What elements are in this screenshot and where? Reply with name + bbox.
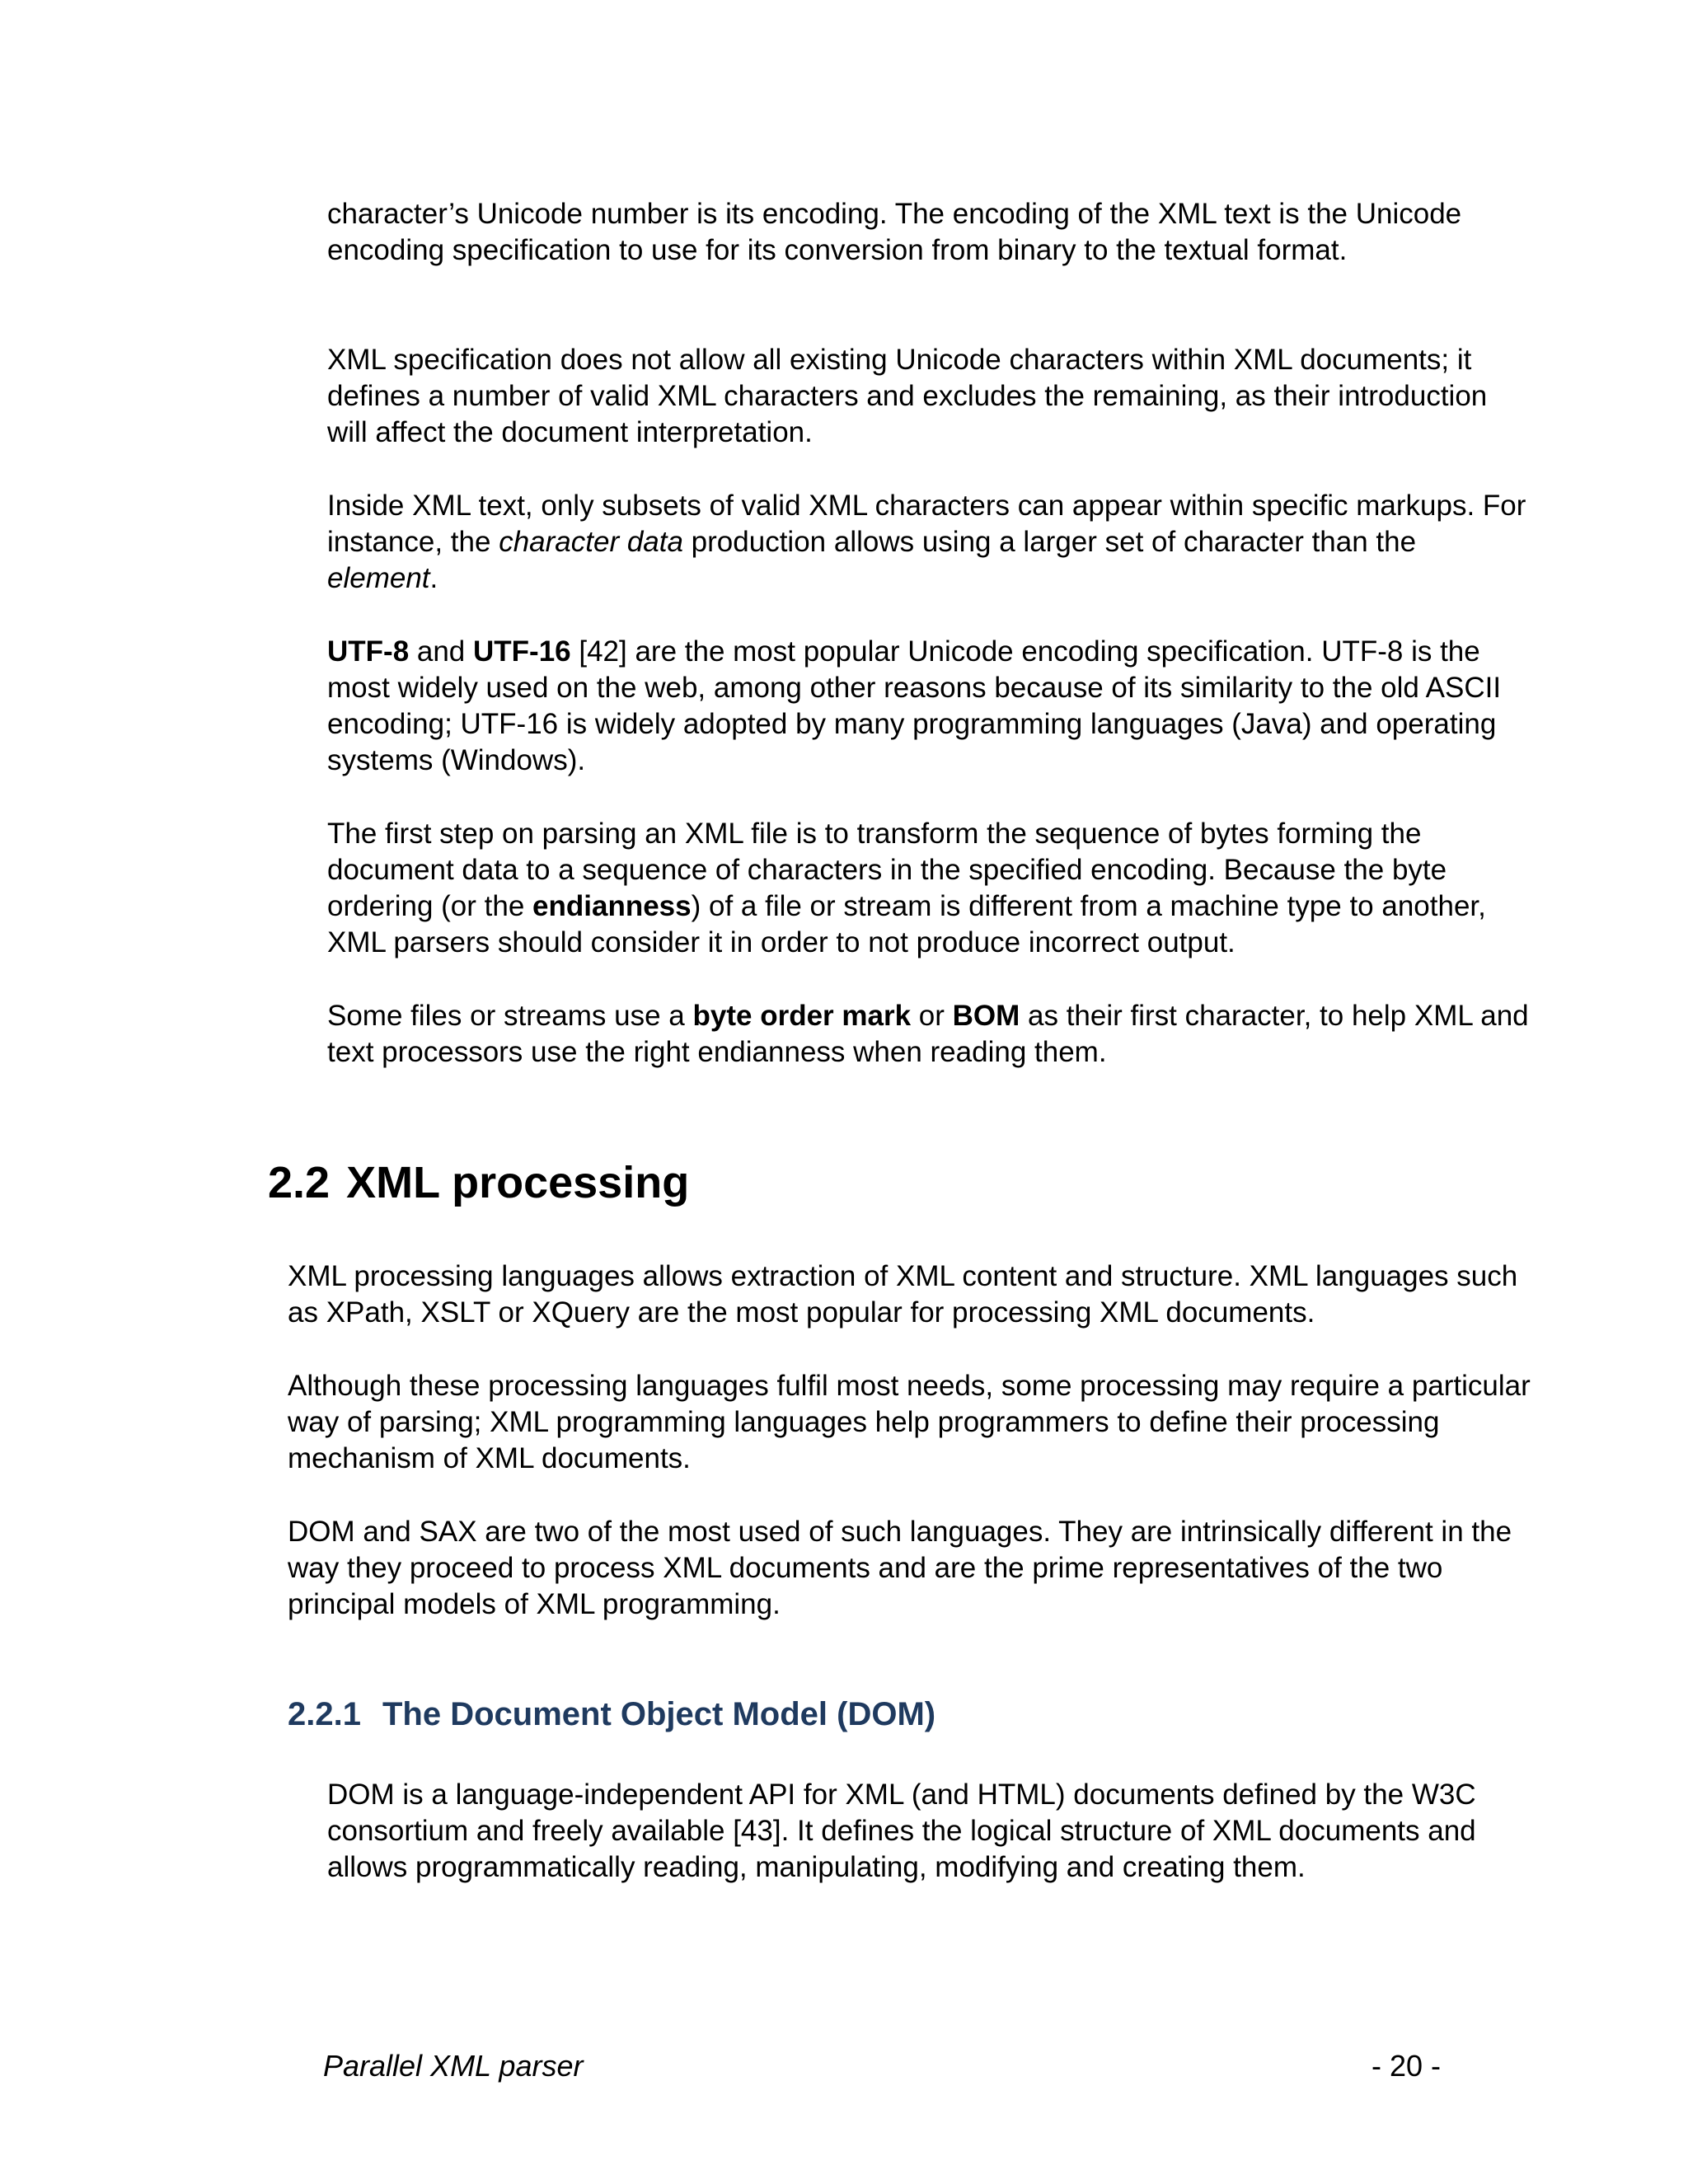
text-run: ) of a file or stream is different from a machine type to another, XML parsers should consider it in order to not produce incorrect output. — [327, 890, 1486, 958]
subsection-number: 2.2.1 — [288, 1696, 361, 1732]
bold-term-endianness: endianness — [532, 890, 692, 922]
text-run: as their first character, to help XML and text processors use the right endianness when reading them. — [327, 1000, 1529, 1068]
section-title: XML processing — [346, 1158, 690, 1207]
paragraph-bom — [327, 998, 1531, 1071]
text-run: and — [409, 635, 474, 668]
paragraph-character-subsets — [327, 488, 1531, 597]
text-run: The first step on parsing an XML file is to transform the sequence of bytes forming the document data to a sequence of characters in the specified encoding. Because the byte ordering (or the — [327, 818, 1447, 922]
text-run: or — [911, 1000, 953, 1032]
bold-term-bom: BOM — [952, 1000, 1020, 1032]
paragraph-valid-characters: XML specification does not allow all existing Unicode characters within XML documents; it defines a number of valid XML characters and excludes the remaining, as their introduction will affect the document interpretation. — [327, 344, 1488, 448]
paragraph-endianness — [327, 816, 1531, 961]
italic-term-element: element — [327, 562, 430, 594]
paragraph-processing-languages: XML processing languages allows extraction of XML content and structure. XML languages such as XPath, XSLT or XQuery are the most popular for processing XML documents. — [288, 1260, 1518, 1329]
text-run: Some files or streams use a — [327, 1000, 693, 1032]
text-run: Inside XML text, only subsets of valid XML characters can appear within specific markups. For instance, the — [327, 490, 1526, 558]
subsection-heading-2-2-1 — [288, 1693, 935, 1736]
section-number: 2.2 — [268, 1158, 331, 1207]
text-run: [42] are the most popular Unicode encoding specification. UTF-8 is the most widely used on the web, among other reasons because of its similarity to the old ASCII encoding; UTF-16 is widely adopted by many programming languages (Java) and operating systems (Windows). — [327, 635, 1502, 776]
paragraph-encoding-intro: character’s Unicode number is its encoding. The encoding of the XML text is the Unicode encoding specification to use for its conversion from binary to the textual format. — [327, 198, 1462, 266]
footer-document-title: Parallel XML parser — [323, 2049, 584, 2083]
footer-page-number: - 20 - — [1371, 2049, 1441, 2083]
italic-term-character-data: character data — [499, 526, 683, 558]
subsection-title: The Document Object Model (DOM) — [382, 1696, 936, 1732]
bold-term-utf8: UTF-8 — [327, 635, 410, 668]
paragraph-programming-languages: Although these processing languages fulfil most needs, some processing may require a particular way of parsing; XML programming languages help programmers to define their processing mechanism of XML documents. — [288, 1370, 1531, 1474]
section-heading-2-2 — [268, 1154, 689, 1212]
bold-term-utf16: UTF-16 — [473, 635, 571, 668]
paragraph-dom-sax: DOM and SAX are two of the most used of such languages. They are intrinsically different in the way they proceed to process XML documents and are the prime representatives of the two principal models of XML programming. — [288, 1516, 1512, 1620]
bold-term-byte-order-mark: byte order mark — [692, 1000, 912, 1032]
paragraph-dom-definition: DOM is a language-independent API for XML (and HTML) documents defined by the W3C consortium and freely available [43]. It defines the logical structure of XML documents and allows programmatically reading, manipulating, modifying and creating them. — [327, 1779, 1476, 1883]
text-run: production allows using a larger set of character than the — [682, 526, 1417, 558]
text-run: . — [429, 562, 438, 594]
paragraph-utf-encodings — [327, 634, 1531, 779]
